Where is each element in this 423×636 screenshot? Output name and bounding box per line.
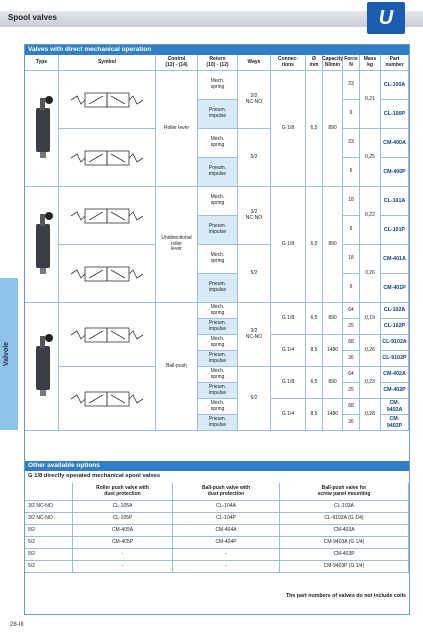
return-type: Pneum. impulse	[198, 383, 238, 399]
pneumatic-symbol	[59, 71, 156, 129]
force: 26	[343, 351, 360, 367]
valve-photo	[25, 71, 59, 187]
part-number: CM-9402P	[381, 415, 409, 431]
return-type: Mech. spring	[198, 71, 238, 100]
control-type: Roller lever	[156, 71, 198, 187]
ways: 5/2	[25, 561, 73, 573]
other-options-title: Other available options	[25, 461, 409, 471]
capacity: 890	[323, 303, 343, 335]
column-header: Part number	[381, 55, 409, 71]
return-type: Pneum. impulse	[198, 100, 238, 129]
content-frame	[24, 44, 410, 615]
part-number: CL-102P	[381, 319, 409, 335]
mass: 0,25	[360, 129, 381, 187]
column-header: Ball-push valve for screw panel mounting	[280, 483, 409, 501]
part-number: CL-100P	[381, 100, 409, 129]
return-type: Pneum. impulse	[198, 274, 238, 303]
return-type: Pneum. impulse	[198, 351, 238, 367]
capacity: 890	[323, 71, 343, 187]
ways: 5/2	[25, 537, 73, 549]
mass: 0,26	[360, 245, 381, 303]
force: 68	[343, 399, 360, 415]
column-header: Ball-push valve with dust protection	[173, 483, 280, 501]
column-header: Ø mm	[306, 55, 323, 71]
valve-photo	[25, 187, 59, 303]
return-type: Mech. spring	[198, 129, 238, 158]
part-number: CL-101A	[381, 187, 409, 216]
connection: G 1/4	[271, 335, 306, 367]
header-bar	[0, 11, 423, 27]
part-number: CL-100A	[381, 71, 409, 100]
part-number: CM-400A	[381, 129, 409, 158]
section-title: Valves with direct mechanical operation	[25, 45, 409, 55]
part-number: CM-404A	[173, 525, 280, 537]
ways: 5/2	[25, 525, 73, 537]
connection: G 1/8	[271, 187, 306, 303]
other-options-table	[25, 483, 409, 608]
column-header	[25, 483, 73, 501]
force: 26	[343, 415, 360, 431]
mass: 0,28	[360, 399, 381, 431]
capacity: 1480	[323, 399, 343, 431]
valve-symbol-icon	[67, 205, 147, 227]
part-number: -	[73, 561, 173, 573]
part-number: CL-104P	[173, 513, 280, 525]
footnote: The part numbers of valves do not include coils	[285, 593, 406, 599]
part-number: CL-9102A	[381, 335, 409, 351]
force: 6	[343, 274, 360, 303]
force: 18	[343, 245, 360, 274]
return-type: Mech. spring	[198, 367, 238, 383]
connection: G 1/8	[271, 71, 306, 187]
pneumatic-symbol	[59, 129, 156, 187]
connection: G 1/4	[271, 399, 306, 431]
part-number: CM-9403P (G 1/4)	[280, 561, 409, 573]
page-header	[0, 0, 423, 36]
diameter: 6,5	[306, 367, 323, 399]
side-tab	[0, 278, 18, 430]
mass: 0,26	[360, 335, 381, 367]
return-type: Pneum. impulse	[198, 319, 238, 335]
column-header: Type	[25, 55, 59, 71]
mass: 0,22	[360, 187, 381, 245]
ways: 3/2 NC-NO	[25, 513, 73, 525]
valve-body-icon	[27, 332, 57, 402]
ways: 5/2	[238, 367, 271, 431]
page-number: 28-III	[10, 622, 24, 628]
diameter: 8,5	[306, 399, 323, 431]
part-number: CL-9103A (G 1/4)	[280, 513, 409, 525]
part-number: -	[73, 549, 173, 561]
column-header: Capacity Nl/min	[323, 55, 343, 71]
force: 6	[343, 100, 360, 129]
force: 23	[343, 71, 360, 100]
valve-symbol-icon	[67, 147, 147, 169]
part-number: CM-401P	[381, 274, 409, 303]
other-options-subtitle: G 1/8 directly operated mechanical spool valves	[28, 473, 161, 479]
return-type: Pneum. impulse	[198, 216, 238, 245]
part-number: CM-402A	[381, 367, 409, 383]
part-number: CM-9402A	[381, 399, 409, 415]
return-type: Mech. spring	[198, 187, 238, 216]
return-type: Mech. spring	[198, 245, 238, 274]
mass: 0,21	[360, 71, 381, 129]
part-number: -	[173, 561, 280, 573]
column-header: Mass kg	[360, 55, 381, 71]
part-number: CM-403P	[280, 549, 409, 561]
ways: 5/2	[238, 245, 271, 303]
diameter: 6,5	[306, 303, 323, 335]
column-header: Connec- tions	[271, 55, 306, 71]
part-number: CL-105P	[73, 513, 173, 525]
part-number: CL-101P	[381, 216, 409, 245]
capacity: 1480	[323, 335, 343, 367]
force: 6	[343, 216, 360, 245]
force: 25	[343, 383, 360, 399]
part-number: CL-105A	[73, 501, 173, 513]
part-number: CM-400P	[381, 158, 409, 187]
part-number: CM-402P	[381, 383, 409, 399]
pneumatic-symbol	[59, 303, 156, 367]
part-number: CM-403A	[280, 525, 409, 537]
valves-table	[25, 55, 409, 465]
force: 25	[343, 319, 360, 335]
ways: 3/2 NC-NO	[238, 303, 271, 367]
ways: 3/2 NC-NO	[25, 501, 73, 513]
force: 23	[343, 129, 360, 158]
ways: 3/2 NC-NO	[238, 71, 271, 129]
valve-symbol-icon	[67, 388, 147, 410]
pneumatic-symbol	[59, 367, 156, 431]
return-type: Pneum. impulse	[198, 415, 238, 431]
ways: 3/2 NC-NO	[238, 187, 271, 245]
diameter: 6,5	[306, 71, 323, 187]
return-type: Mech. spring	[198, 335, 238, 351]
valve-symbol-icon	[67, 89, 147, 111]
pneumatic-symbol	[59, 245, 156, 303]
side-tab-label: Valvole	[3, 341, 10, 367]
ways: 5/2	[238, 129, 271, 187]
control-type: Unidirectional roller lever	[156, 187, 198, 303]
part-number: CL-103A	[280, 501, 409, 513]
column-header: Control (12) - (14)	[156, 55, 198, 71]
control-type: Ball-push	[156, 303, 198, 431]
force: 18	[343, 187, 360, 216]
mass: 0,23	[360, 367, 381, 399]
column-header: Symbol	[59, 55, 156, 71]
brand-logo: U	[367, 2, 405, 34]
part-number: CM-405P	[73, 537, 173, 549]
column-header: Roller push valve with dust protection	[73, 483, 173, 501]
column-header: Ways	[238, 55, 271, 71]
mass: 0,19	[360, 303, 381, 335]
column-header: Return (10) - (12)	[198, 55, 238, 71]
part-number: CL-9102P	[381, 351, 409, 367]
part-number: CM-405A	[73, 525, 173, 537]
pneumatic-symbol	[59, 187, 156, 245]
force: 68	[343, 335, 360, 351]
valve-body-icon	[27, 210, 57, 280]
diameter: 8,5	[306, 335, 323, 367]
part-number: CM-401A	[381, 245, 409, 274]
part-number: CM-9403A (G 1/4)	[280, 537, 409, 549]
capacity: 890	[323, 367, 343, 399]
valve-symbol-icon	[67, 324, 147, 346]
return-type: Pneum. impulse	[198, 158, 238, 187]
capacity: 890	[323, 187, 343, 303]
part-number: CM-404P	[173, 537, 280, 549]
part-number: CL-102A	[381, 303, 409, 319]
connection: G 1/8	[271, 303, 306, 335]
connection: G 1/8	[271, 367, 306, 399]
valve-photo	[25, 303, 59, 431]
ways: 5/2	[25, 549, 73, 561]
page-title: Spool valves	[8, 13, 57, 22]
valve-body-icon	[27, 94, 57, 164]
force: 6	[343, 158, 360, 187]
part-number: CL-104A	[173, 501, 280, 513]
force: 64	[343, 303, 360, 319]
valve-symbol-icon	[67, 263, 147, 285]
return-type: Mech. spring	[198, 399, 238, 415]
column-header: Force N	[343, 55, 360, 71]
force: 64	[343, 367, 360, 383]
diameter: 6,5	[306, 187, 323, 303]
return-type: Mech. spring	[198, 303, 238, 319]
part-number: -	[173, 549, 280, 561]
